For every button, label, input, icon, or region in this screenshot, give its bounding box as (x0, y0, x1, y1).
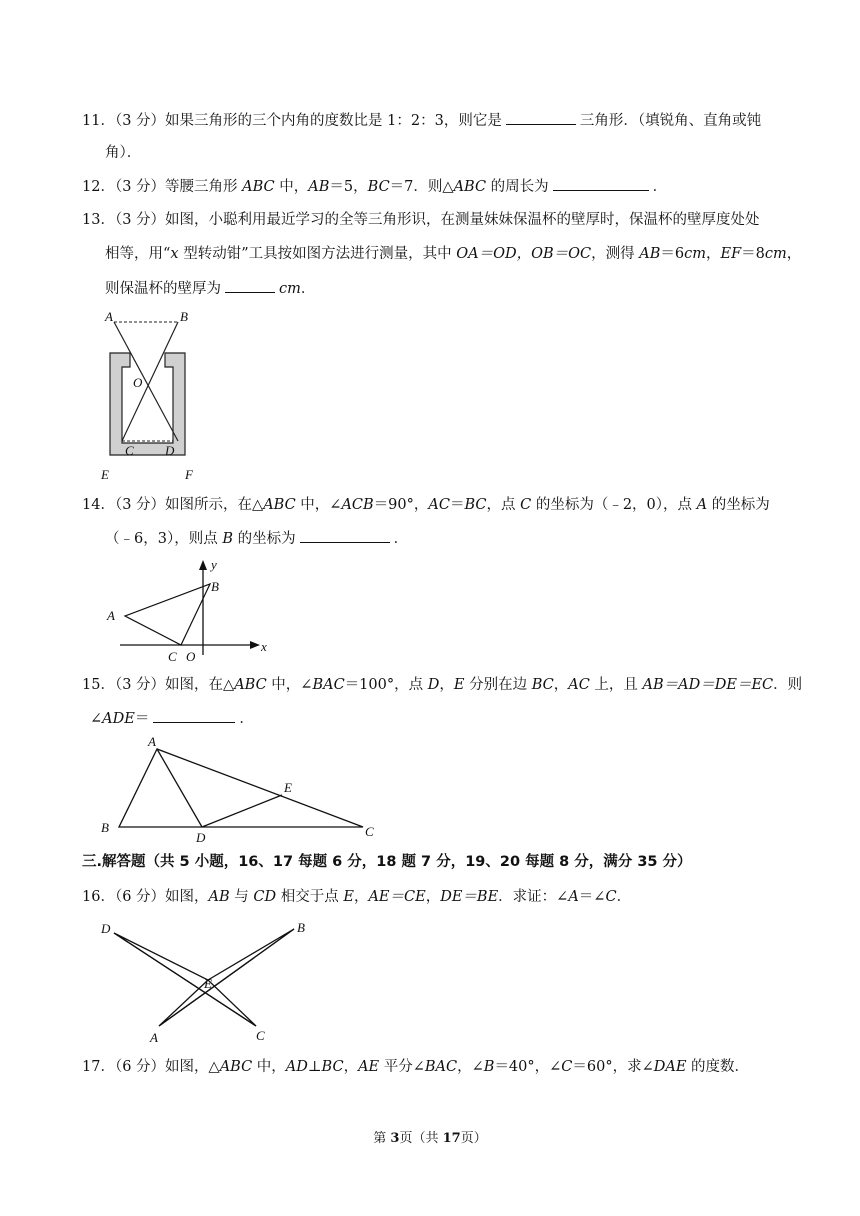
figure-13-thermos (95, 305, 205, 485)
question-17: 17．（6 分）如图，△ABC 中，AD⊥BC，AE 平分∠BAC，∠B＝40°，∠C＝60°，求∠DAE 的度数． (82, 1059, 750, 1075)
label-B: B (297, 920, 305, 935)
label-C: C (125, 443, 134, 458)
question-13-line2: 相等，用“x 型转动钳”工具按如图方法进行测量，其中 OA＝OD，OB＝OC，测得 AB＝6cm，EF＝8cm， (105, 246, 802, 262)
question-11-line2: 角）． (105, 145, 142, 161)
question-15-line1: 15．（3 分）如图，在△ABC 中，∠BAC＝100°，点 D，E 分别在边 BC，AC 上，且 AB＝AD＝DE＝EC．则 (82, 677, 803, 693)
label-D: D (165, 443, 175, 458)
question-13-line1: 13．（3 分）如图，小聪利用最近学习的全等三角形识，在测量妹妹保温杯的壁厚时，保温杯的壁厚度处处 (82, 212, 760, 228)
answer-blank-12[interactable] (553, 176, 649, 191)
question-15-line2: ∠ADE＝ ． (90, 708, 254, 729)
label-O: O (186, 649, 196, 664)
segment-dc (114, 933, 256, 1026)
label-x: x (261, 639, 267, 654)
label-E: E (284, 780, 292, 795)
question-14-line2: （﹣6，3），则点 B 的坐标为 ． (105, 528, 408, 549)
figure-15-triangle (95, 730, 385, 845)
question-11-line1: 11．（3 分）如果三角形的三个内角的度数比是 1：2：3，则它是 三角形．（填锐角、直角或钝 (82, 110, 761, 131)
label-y: y (211, 557, 217, 572)
triangle-abc (119, 749, 363, 827)
label-B: B (180, 309, 188, 324)
x-axis-arrow (250, 641, 260, 649)
answer-blank-13[interactable] (225, 278, 275, 293)
label-O: O (133, 375, 143, 390)
question-12: 12．（3 分）等腰三角形 ABC 中，AB＝5，BC＝7．则△ABC 的周长为 ． (82, 176, 667, 197)
label-D: D (101, 921, 111, 936)
label-E: E (204, 976, 212, 991)
segment-de (202, 795, 282, 827)
label-A: A (148, 734, 156, 749)
triangle-abc (125, 584, 210, 645)
plier-arm-bc (122, 322, 178, 441)
y-axis-arrow (199, 560, 207, 570)
label-B: B (211, 579, 219, 594)
question-16: 16．（6 分）如图，AB 与 CD 相交于点 E，AE＝CE，DE＝BE．求证：∠A＝∠C． (82, 889, 632, 905)
label-D: D (196, 830, 206, 845)
current-page-number: 3 (390, 1131, 400, 1146)
label-A: A (105, 309, 113, 324)
answer-blank-15[interactable] (153, 708, 235, 723)
question-13-line3: 则保温杯的壁厚为 cm． (105, 278, 315, 299)
segment-ab (159, 929, 294, 1026)
label-B: B (101, 820, 109, 835)
page-footer: 第 3页（共 17页） (373, 1131, 487, 1146)
label-F: F (185, 467, 193, 482)
label-A: A (150, 1030, 158, 1045)
label-C: C (365, 824, 374, 839)
segment-ad (157, 749, 202, 827)
thermos-cup-wall (110, 353, 185, 455)
section-heading-3: 三.解答题（共 5 小题，16、17 每题 6 分，18 题 7 分，19、20 每题 8 分，满分 35 分） (82, 854, 692, 870)
question-14-line1: 14．（3 分）如图所示，在△ABC 中，∠ACB＝90°，AC＝BC，点 C 的坐标为（﹣2，0），点 A 的坐标为 (82, 497, 770, 513)
label-A: A (107, 608, 115, 623)
label-C: C (256, 1028, 265, 1043)
label-C: C (168, 649, 177, 664)
answer-blank-11[interactable] (506, 110, 576, 125)
answer-blank-14[interactable] (300, 528, 390, 543)
label-E: E (101, 467, 109, 482)
plier-arm-ad (114, 322, 178, 441)
total-page-count: 17 (442, 1131, 461, 1146)
figure-16-bowtie (95, 915, 325, 1045)
figure-14-coordinate (100, 555, 275, 665)
